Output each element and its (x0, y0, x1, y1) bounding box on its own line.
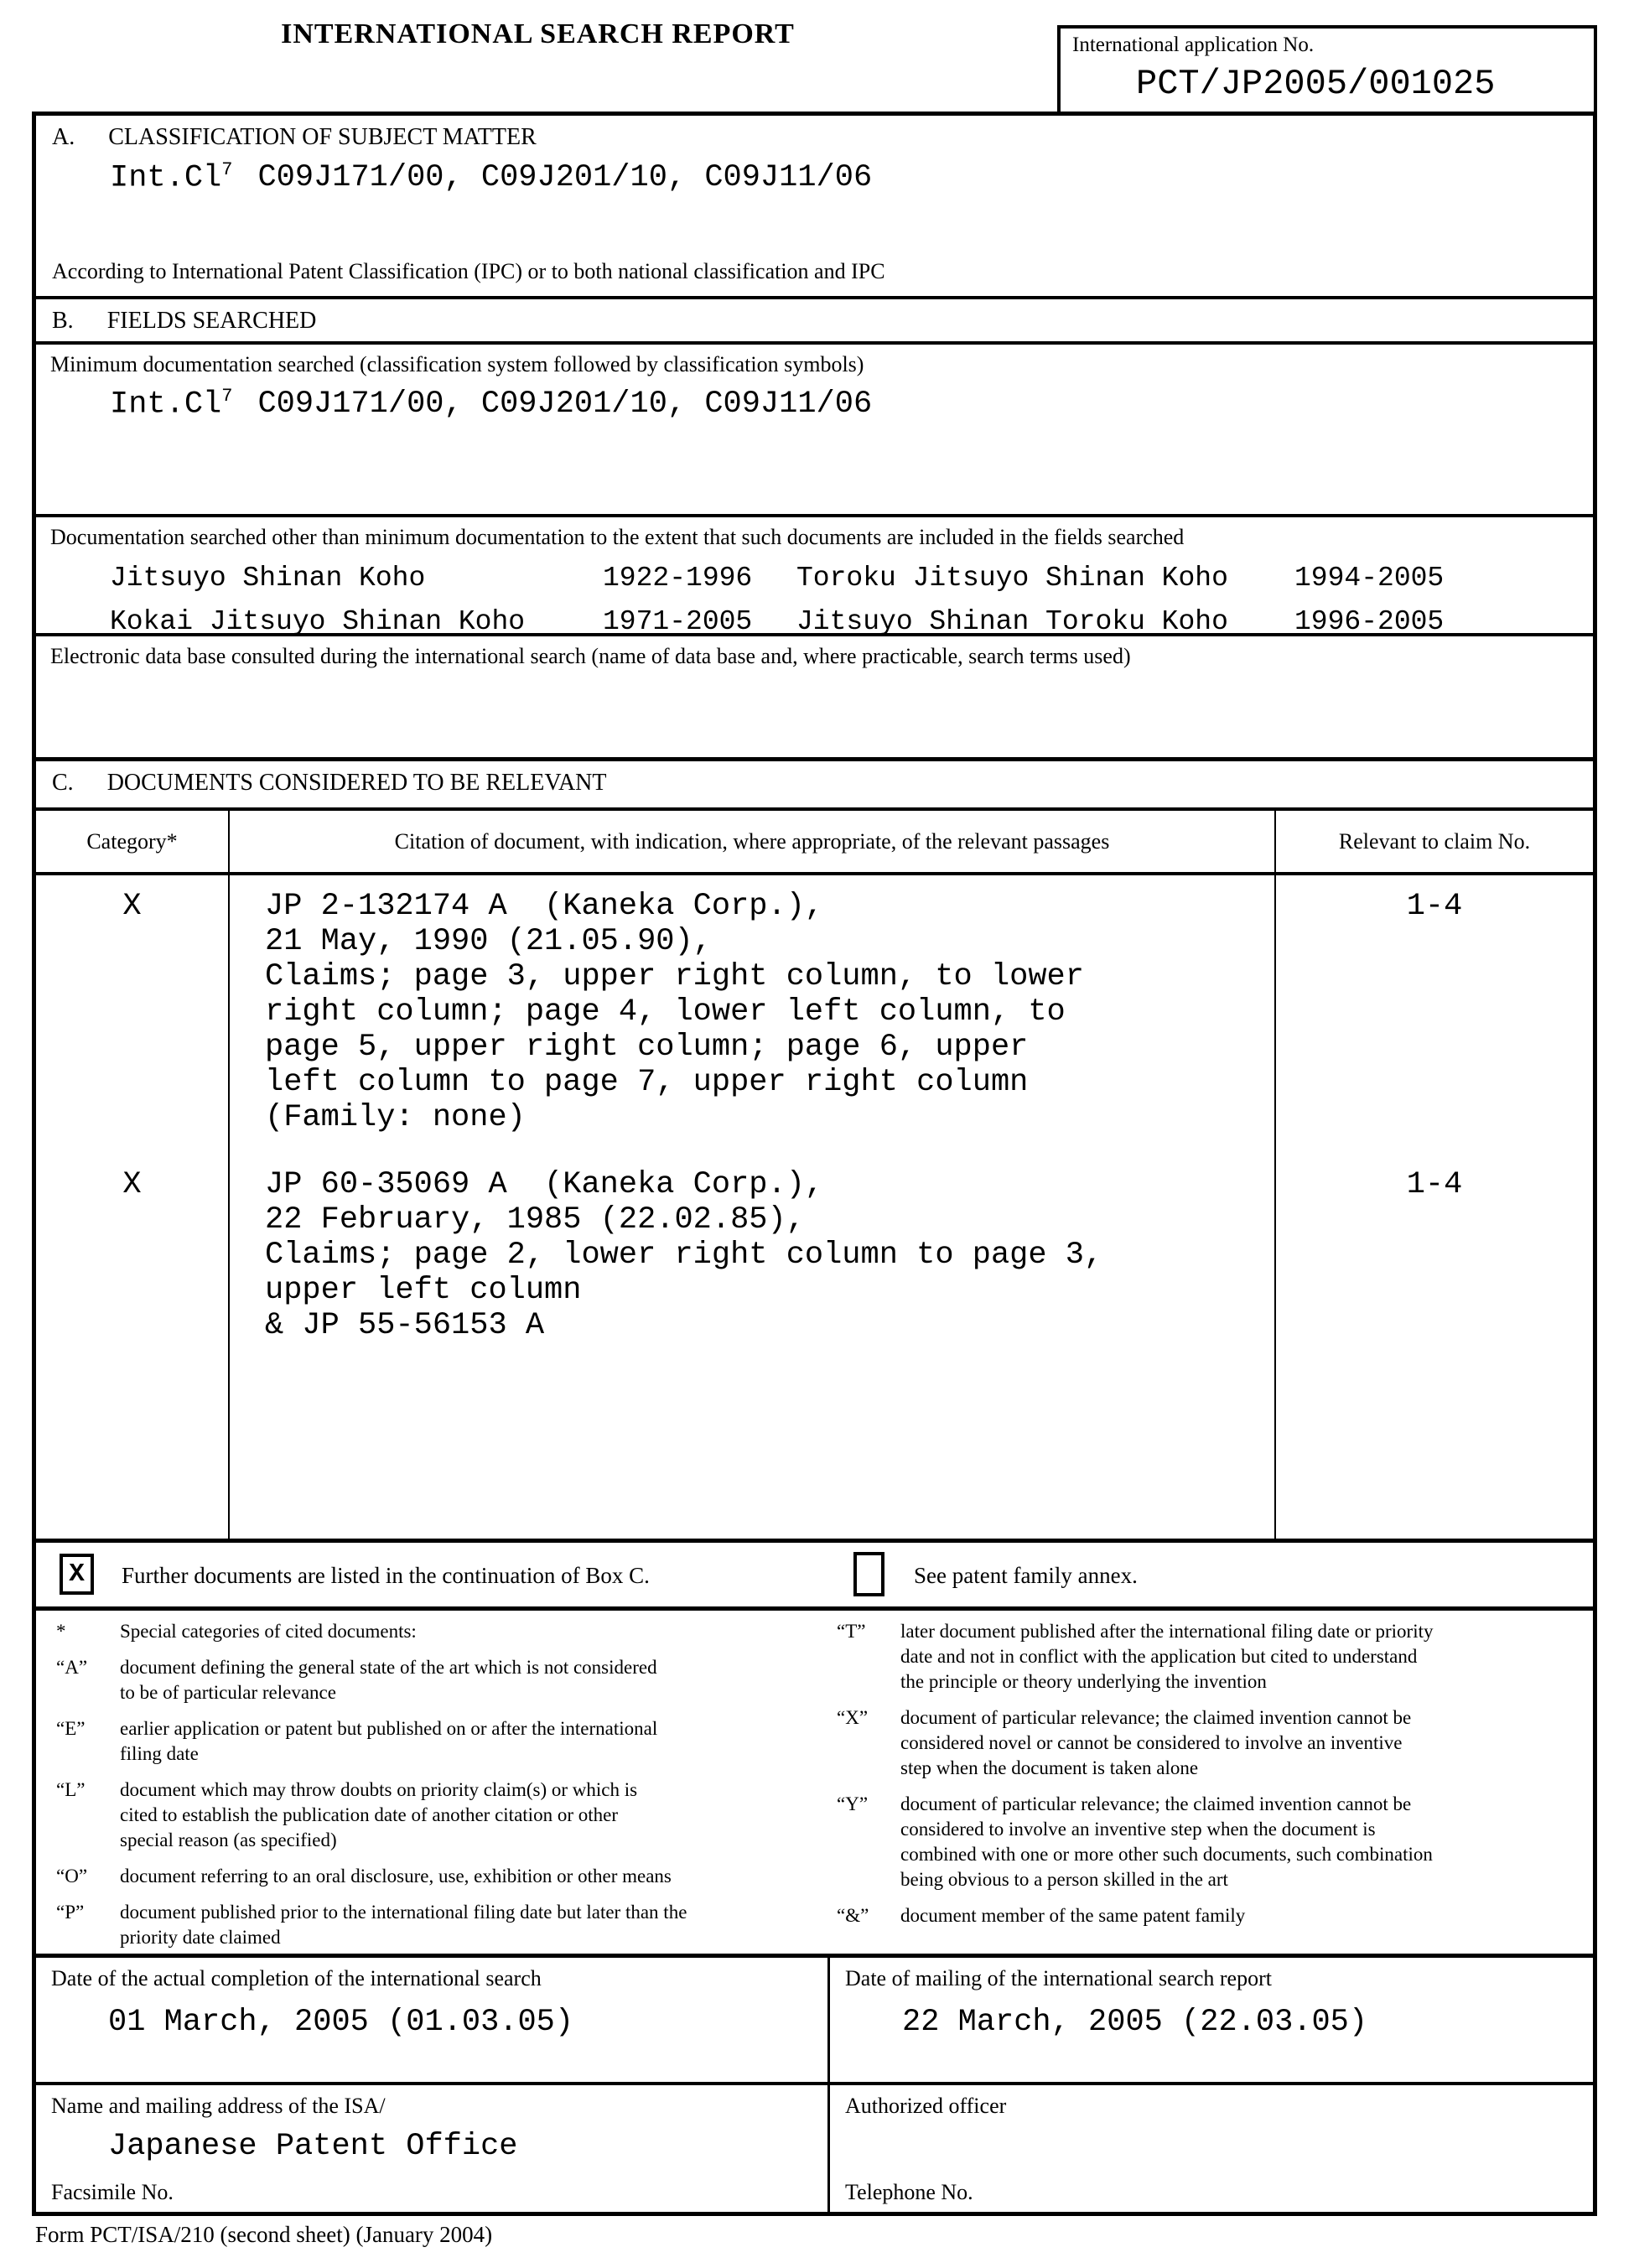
isa-name-label: Name and mailing address of the ISA/ (51, 2094, 386, 2118)
ipc-codes: C09J171/00, C09J201/10, C09J11/06 (257, 387, 873, 423)
legend-item (837, 1792, 1591, 1892)
mailing-date-label: Date of mailing of the international search report (845, 1966, 1272, 1990)
doc-name: Jitsuyo Shinan Koho (110, 563, 426, 594)
ipc-note: According to International Patent Classification (IPC) or to both national classification and IPC (52, 259, 885, 283)
authorized-officer-cell (827, 2085, 1593, 2212)
column-header-claims: Relevant to claim No. (1338, 828, 1531, 854)
doc-years: 1994-2005 (1294, 563, 1445, 594)
doc-years: 1922-1996 (603, 563, 753, 594)
application-number-label: International application No. (1072, 34, 1315, 56)
legend-text: later document published after the international filing date or priority date and not in conflict with the application but cited to understand the principle or theory underlying the invention (900, 1621, 1434, 1692)
ipc-superscript: 7 (221, 386, 233, 407)
doc-years: 1996-2005 (1294, 606, 1445, 637)
legend-item (56, 1716, 831, 1767)
documentation-row (110, 557, 1593, 600)
citation-column (228, 875, 1276, 1539)
relevance-table-header (36, 807, 1593, 872)
section-c-heading-row (36, 757, 1593, 807)
mailing-date-value: 22 March, 2005 (22.03.05) (902, 2005, 1368, 2040)
section-b-heading (36, 299, 1593, 335)
category-column (36, 875, 228, 1539)
cited-documents-legend (36, 1606, 1593, 1954)
application-number-box (1057, 25, 1597, 112)
relevance-table-body (36, 872, 1593, 1539)
category-value: X (122, 889, 142, 924)
legend-text: earlier application or patent but published on or after the international filing date (120, 1718, 658, 1764)
legend-left-column (56, 1619, 831, 1961)
form-body (32, 112, 1597, 2216)
section-a-classification (36, 116, 1593, 296)
further-documents-label: Further documents are listed in the continuation of Box C. (122, 1563, 650, 1588)
section-b-heading-row (36, 296, 1593, 341)
legend-symbol: “T” (837, 1621, 866, 1642)
legend-item (56, 1655, 831, 1705)
checkbox-x-mark: X (69, 1560, 85, 1589)
legend-text: document member of the same patent family (900, 1905, 1246, 1926)
legend-text: document of particular relevance; the claimed invention cannot be considered novel or cannot be considered to involve an inventive step when the document is taken alone (900, 1707, 1412, 1778)
section-c-heading-text: DOCUMENTS CONSIDERED TO BE RELEVANT (106, 770, 607, 796)
header (32, 0, 1597, 112)
legend-item (56, 1864, 831, 1889)
legend-item (56, 1900, 831, 1950)
isa-address-cell (36, 2085, 827, 2212)
form-identifier: Form PCT/ISA/210 (second sheet) (January 2004) (35, 2222, 493, 2247)
legend-right-column (837, 1619, 1591, 1939)
facsimile-label: Facsimile No. (51, 2180, 174, 2204)
application-number-value: PCT/JP2005/001025 (1136, 64, 1496, 104)
legend-symbol: “O” (56, 1866, 88, 1887)
doc-name: Toroku Jitsuyo Shinan Koho (796, 563, 1228, 594)
other-documentation-label: Documentation searched other than minimum documentation to the extent that such documents are included in the fields searched (50, 525, 1185, 549)
legend-item (56, 1778, 831, 1853)
completion-date-cell (36, 1958, 827, 2082)
legend-item (56, 1619, 831, 1644)
box-c-footer-row (36, 1539, 1593, 1606)
legend-text: document defining the general state of the art which is not considered to be of particular relevance (120, 1657, 657, 1703)
report-title: INTERNATIONAL SEARCH REPORT (281, 18, 795, 49)
ipc-prefix: Int.Cl (110, 160, 222, 196)
legend-text: document which may throw doubts on priority claim(s) or which is cited to establish the publication date of another citation or other special reason (as specified) (120, 1779, 638, 1850)
category-value: X (122, 1167, 142, 1202)
dates-row (36, 1954, 1593, 2082)
electronic-database-box (36, 633, 1593, 757)
minimum-documentation-box (36, 341, 1593, 514)
isa-name-value: Japanese Patent Office (108, 2129, 518, 2164)
ipc-superscript: 7 (221, 159, 233, 180)
telephone-label: Telephone No. (845, 2180, 973, 2204)
doc-name: Jitsuyo Shinan Toroku Koho (796, 606, 1228, 637)
legend-text: Special categories of cited documents: (120, 1621, 417, 1642)
further-documents-checkbox (60, 1554, 94, 1595)
doc-name: Kokai Jitsuyo Shinan Koho (110, 606, 526, 637)
column-header-citation: Citation of document, with indication, where appropriate, of the relevant passages (228, 811, 1276, 872)
legend-text: document of particular relevance; the claimed invention cannot be considered to involve an inventive step when the document is combined with one or more other such documents, such combination being obvious to a person skilled in the art (900, 1793, 1433, 1890)
mailing-date-cell (827, 1958, 1593, 2082)
legend-symbol: “A” (56, 1657, 88, 1678)
authorized-officer-label: Authorized officer (845, 2094, 1007, 2118)
relevant-claims-value: 1-4 (1406, 889, 1463, 924)
legend-symbol: “L” (56, 1779, 86, 1800)
legend-symbol: “Y” (837, 1793, 869, 1814)
citation-text: JP 60-35069 A (Kaneka Corp.), 22 February, 1985 (22.02.85), Claims; page 2, lower right column to page 3, upper left column & JP 55-56153 A (265, 1167, 1103, 1343)
completion-date-label: Date of the actual completion of the international search (51, 1966, 542, 1990)
doc-years: 1971-2005 (603, 606, 753, 637)
electronic-database-label: Electronic data base consulted during the international search (name of data base and, where practicable, search terms used) (50, 644, 1131, 668)
citation-text: JP 2-132174 A (Kaneka Corp.), 21 May, 1990 (21.05.90), Claims; page 3, upper right column, to lower right column; page 4, lower left column, to page 5, upper right column; page 6, upper left column to page 7, upper right column (Family: none) (265, 889, 1084, 1135)
section-a-heading-text: CLASSIFICATION OF SUBJECT MATTER (108, 124, 537, 150)
section-a-heading (36, 116, 1593, 151)
section-c-label: C. (52, 770, 74, 796)
claims-column (1276, 875, 1593, 1539)
section-c-heading (36, 761, 1593, 797)
legend-text: document published prior to the international filing date but later than the priority date claimed (120, 1902, 687, 1948)
legend-symbol: * (56, 1621, 66, 1642)
legend-item (837, 1705, 1591, 1781)
section-b-heading-text: FIELDS SEARCHED (106, 308, 317, 334)
minimum-documentation-ipc-line (110, 386, 1593, 422)
patent-family-annex-label: See patent family annex. (914, 1563, 1138, 1588)
legend-text: document referring to an oral disclosure, use, exhibition or other means (120, 1866, 672, 1887)
legend-symbol: “E” (56, 1718, 86, 1739)
section-b-label: B. (52, 308, 74, 334)
legend-symbol: “X” (837, 1707, 869, 1728)
minimum-documentation-label: Minimum documentation searched (classification system followed by classification symbols) (50, 352, 864, 376)
documentation-rows (110, 557, 1593, 644)
isa-row (36, 2082, 1593, 2212)
legend-symbol: “&” (837, 1905, 869, 1926)
ipc-classification-line (110, 159, 1593, 195)
relevant-claims-value: 1-4 (1406, 1167, 1463, 1202)
legend-symbol: “P” (56, 1902, 85, 1923)
legend-item (837, 1619, 1591, 1695)
other-documentation-box (36, 514, 1593, 637)
patent-family-annex-checkbox (853, 1552, 884, 1596)
column-header-category: Category* (86, 828, 178, 854)
completion-date-value: 01 March, 2005 (01.03.05) (108, 2005, 574, 2040)
ipc-codes: C09J171/00, C09J201/10, C09J11/06 (257, 160, 873, 196)
section-a-label: A. (52, 124, 75, 150)
ipc-prefix: Int.Cl (110, 387, 222, 423)
legend-item (837, 1903, 1591, 1928)
